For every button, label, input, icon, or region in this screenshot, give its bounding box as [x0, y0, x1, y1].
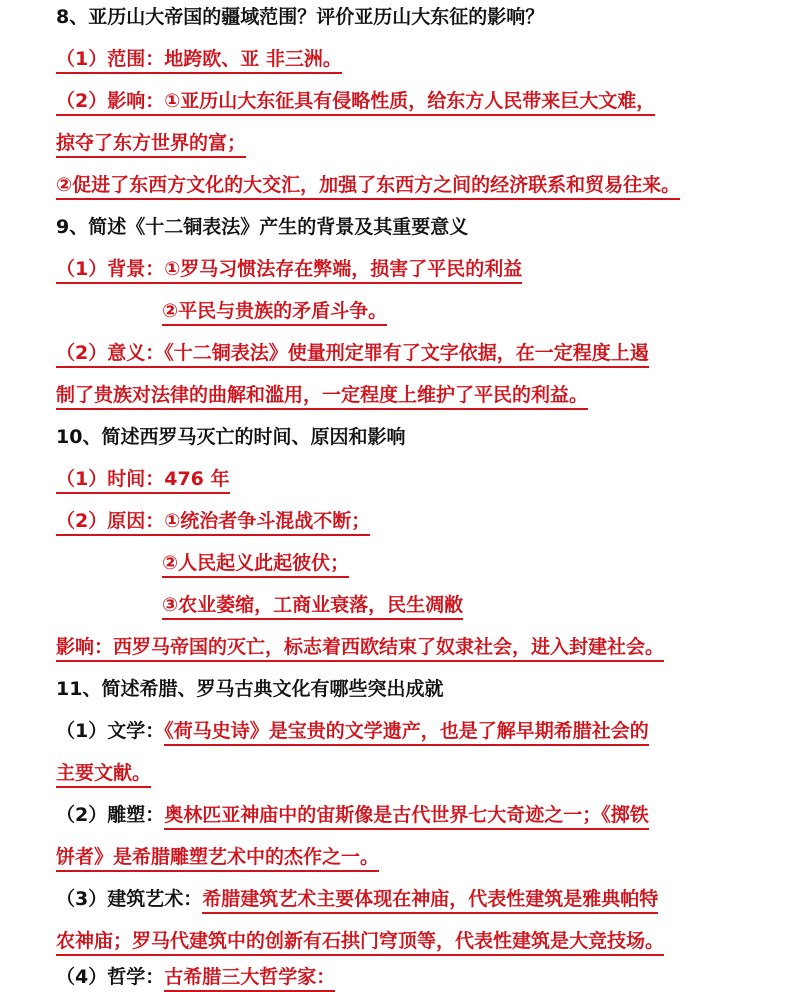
- question-11-architecture-1: [56, 888, 794, 910]
- question-9-significance-1: （2）意义：《十二铜表法》使量刑定罪有了文字依据，在一定程度上遏: [56, 342, 794, 364]
- question-11-sculpture-1: [56, 804, 794, 826]
- literature-text: 《荷马史诗》是宝贵的文学遗产，也是了解早期希腊社会的: [164, 720, 649, 746]
- question-10-cause-1: （2）原因：①统治者争斗混战不断；: [56, 510, 794, 532]
- philosophy-text: 古希腊三大哲学家：: [164, 966, 335, 992]
- question-9-significance-2: 制了贵族对法律的曲解和滥用，一定程度上维护了平民的利益。: [56, 384, 794, 406]
- question-10-cause-2: ②人民起义此起彼伏；: [162, 552, 794, 574]
- question-9-background-1: （1）背景：①罗马习惯法存在弊端，损害了平民的利益: [56, 258, 794, 280]
- architecture-text: 希腊建筑艺术主要体现在神庙，代表性建筑是雅典帕特: [202, 888, 658, 914]
- question-11-philosophy: [56, 966, 794, 988]
- question-10-title: 10、简述西罗马灭亡的时间、原因和影响: [56, 426, 406, 448]
- sculpture-label: （2）雕塑：: [56, 804, 165, 826]
- question-8-answer-scope: （1）范围：地跨欧、亚 非三洲。: [56, 48, 794, 70]
- architecture-label: （3）建筑艺术：: [56, 888, 203, 910]
- sculpture-text: 奥林匹亚神庙中的宙斯像是古代世界七大奇迹之一；《掷铁: [164, 804, 649, 830]
- question-11-sculpture-2: 饼者》是希腊雕塑艺术中的杰作之一。: [56, 846, 794, 868]
- question-10-time: （1）时间：476 年: [56, 468, 794, 490]
- question-9-title: 9、简述《十二铜表法》产生的背景及其重要意义: [56, 216, 469, 238]
- question-8-answer-impact-3: ②促进了东西方文化的大交汇，加强了东西方之间的经济联系和贸易往来。: [56, 174, 794, 196]
- question-10-cause-3: ③农业萎缩，工商业衰落，民生凋敝: [162, 594, 794, 616]
- question-8-answer-impact-2: 掠夺了东方世界的富；: [56, 132, 794, 154]
- question-9-background-2: ②平民与贵族的矛盾斗争。: [162, 300, 794, 322]
- philosophy-label: （4）哲学：: [56, 966, 165, 988]
- question-11-title: 11、简述希腊、罗马古典文化有哪些突出成就: [56, 678, 444, 700]
- question-8-answer-impact-1: （2）影响：①亚历山大东征具有侵略性质，给东方人民带来巨大文难，: [56, 90, 794, 112]
- question-10-effect: 影响：西罗马帝国的灭亡，标志着西欧结束了奴隶社会，进入封建社会。: [56, 636, 794, 658]
- question-11-architecture-2: 农神庙；罗马代建筑中的创新有石拱门穹顶等，代表性建筑是大竞技场。: [56, 930, 794, 952]
- literature-label: （1）文学：: [56, 720, 165, 742]
- question-11-literature-2: 主要文献。: [56, 762, 794, 784]
- question-11-literature-1: [56, 720, 794, 742]
- question-8-title: 8、亚历山大帝国的疆域范围？评价亚历山大东征的影响？: [56, 6, 545, 28]
